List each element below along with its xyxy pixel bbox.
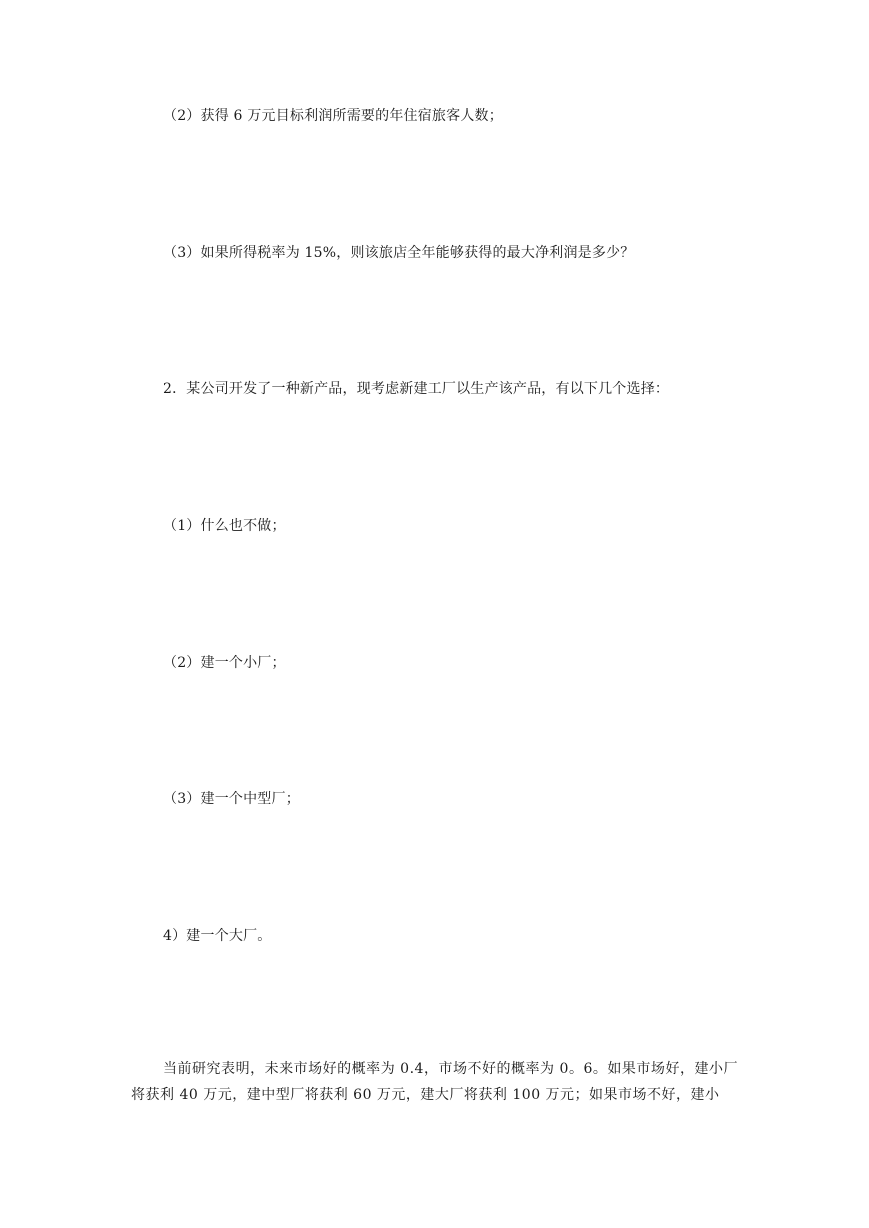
option-3: （3）建一个中型厂； [163,791,300,807]
option-2: （2）建一个小厂； [163,655,286,671]
option-4: 4）建一个大厂。 [163,928,272,944]
question-2-item-3: （3）如果所得税率为 15%，则该旅店全年能够获得的最大净利润是多少？ [163,245,635,261]
option-1: （1）什么也不做； [163,518,286,534]
problem-2-statement: 2．某公司开发了一种新产品，现考虑新建工厂以生产该产品，有以下几个选择： [163,381,670,397]
market-probability-paragraph: 当前研究表明，未来市场好的概率为 0.4，市场不好的概率为 0。6。如果市场好，建小厂将获利 40 万元，建中型厂将获利 60 万元，建大厂将获利 100 万元；如果市场不好，建小 [131,1061,738,1103]
question-2-item-2: （2）获得 6 万元目标利润所需要的年住宿旅客人数； [163,108,503,124]
